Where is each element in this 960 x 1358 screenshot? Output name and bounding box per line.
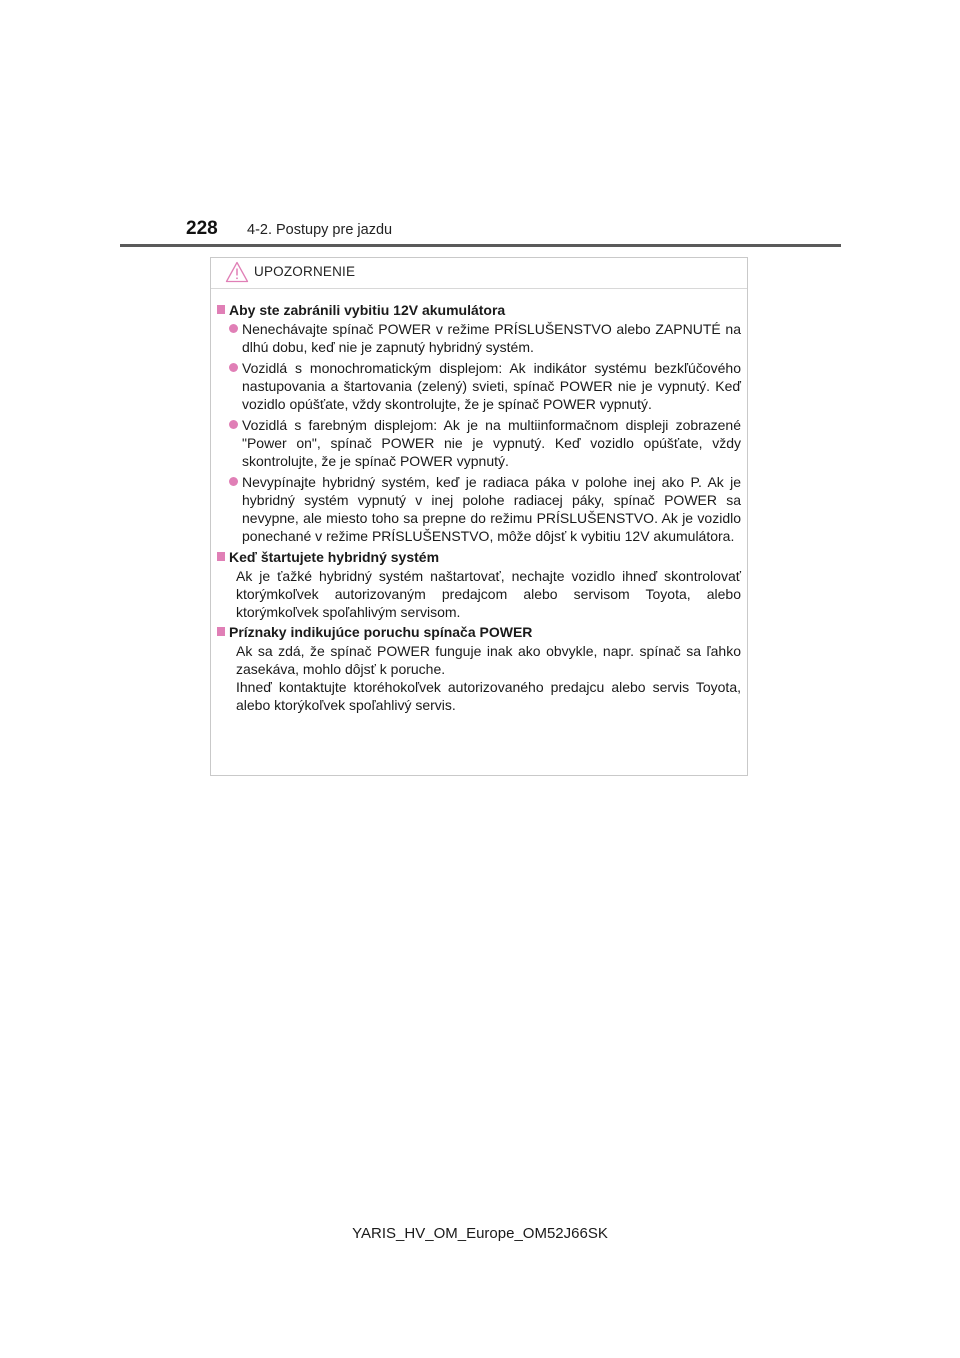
circle-bullet-icon — [229, 477, 238, 486]
circle-bullet-icon — [229, 324, 238, 333]
warning-box — [210, 257, 748, 776]
square-bullet-icon — [217, 552, 225, 561]
bullet-text: Nevypínajte hybridný systém, keď je radiaca páka v polohe inej ako P. Ak je hybridný systém vypnutý v inej polohe radiacej páky, spínač POWER sa nevypne, ale miesto toho sa prepne do režimu PRÍSLUŠENSTVO. Ak je vozidlo ponechané v režime PRÍSLUŠENSTVO, môže dôjsť k vybitiu 12V akumulátora. — [242, 474, 741, 544]
section-heading-text: Keď štartujete hybridný systém — [229, 549, 440, 565]
section-heading — [217, 548, 741, 566]
section-heading — [217, 301, 741, 319]
bullet-text: Nenechávajte spínač POWER v režime PRÍSLUŠENSTVO alebo ZAPNUTÉ na dlhú dobu, keď nie je zapnutý hybridný systém. — [242, 321, 741, 355]
paragraph: Ihneď kontaktujte ktoréhokoľvek autorizovaného predajcu alebo servis Toyota, alebo ktorýkoľvek spoľahlivý servis. — [236, 679, 741, 713]
warning-triangle-icon — [225, 261, 249, 283]
bullet-item — [217, 473, 741, 545]
bullet-item — [217, 359, 741, 413]
bullet-item — [217, 416, 741, 470]
paragraph: Ak je ťažké hybridný systém naštartovať, nechajte vozidlo ihneď skontrolovať ktorýmkoľvek autorizovaným predajcom alebo servisom Toyota, alebo ktorýmkoľvek spoľahlivým servisom. — [236, 568, 741, 620]
square-bullet-icon — [217, 305, 225, 314]
section-text — [217, 567, 741, 621]
chapter-title: 4-2. Postupy pre jazdu — [247, 222, 393, 238]
bullet-item — [217, 320, 741, 356]
bullet-text: Vozidlá s farebným displejom: Ak je na multiinformačnom displeji zobrazené "Power on", spínač POWER nie je vypnutý. Keď vozidlo opúšťate, vždy skontrolujte, že je spínač POWER vypnutý. — [242, 417, 741, 469]
bullet-text: Vozidlá s monochromatickým displejom: Ak indikátor systému bezkľúčového nastupovania a štartovania (zelený) svieti, spínač POWER nie je vypnutý. Keď vozidlo opúšťate, vždy skontrolujte, že je spínač POWER vypnutý. — [242, 360, 741, 412]
warning-header — [211, 258, 747, 289]
section-heading — [217, 623, 741, 641]
square-bullet-icon — [217, 627, 225, 636]
section-battery — [217, 301, 741, 545]
section-starting — [217, 548, 741, 621]
footer-doc-code: YARIS_HV_OM_Europe_OM52J66SK — [352, 1225, 608, 1242]
page-number: 228 — [186, 218, 218, 239]
section-heading-text: Aby ste zabránili vybitiu 12V akumulátora — [229, 302, 506, 318]
section-text — [217, 642, 741, 714]
header-divider — [120, 244, 841, 247]
section-malfunction — [217, 623, 741, 714]
warning-body — [211, 289, 747, 714]
circle-bullet-icon — [229, 420, 238, 429]
warning-title: UPOZORNENIE — [254, 264, 356, 279]
circle-bullet-icon — [229, 363, 238, 372]
section-heading-text: Príznaky indikujúce poruchu spínača POWER — [229, 624, 533, 640]
paragraph: Ak sa zdá, že spínač POWER funguje inak ako obvykle, napr. spínač sa ľahko zasekáva, mohlo dôjsť k poruche. — [236, 643, 741, 677]
